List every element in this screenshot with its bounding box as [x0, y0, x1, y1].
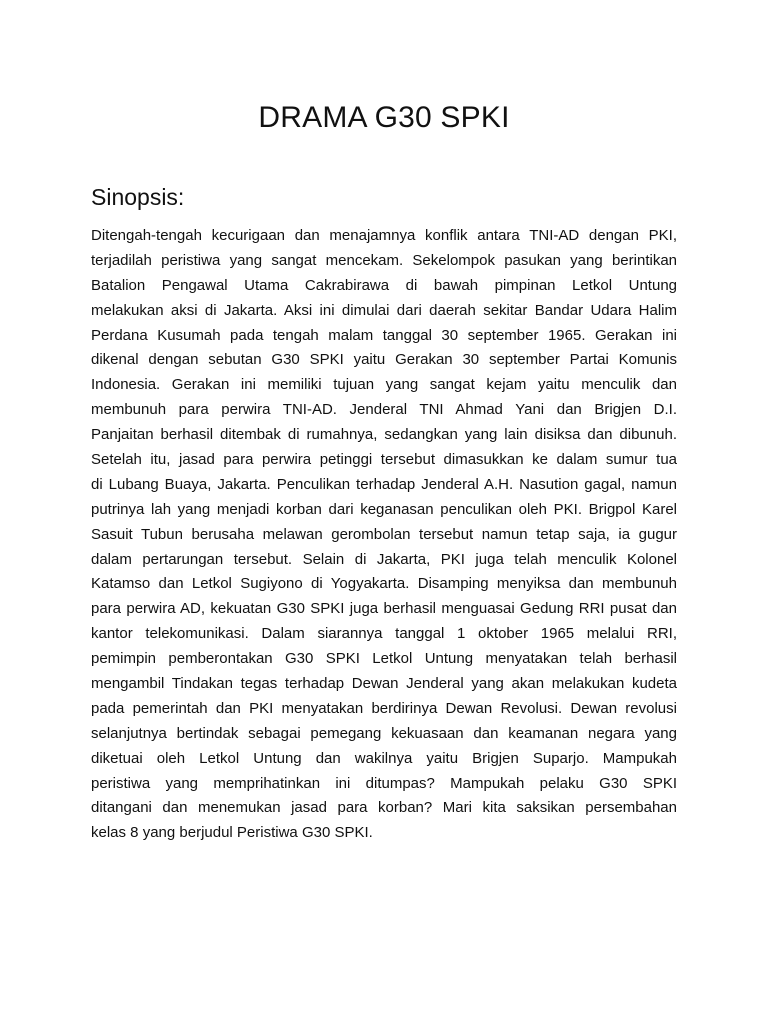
paragraph-line: mengambil Tindakan tegas terhadap Dewan Jenderal yang akan melakukan kudeta	[91, 675, 677, 693]
paragraph-line: membunuh para perwira TNI-AD. Jenderal TNI Ahmad Yani dan Brigjen D.I.	[91, 401, 677, 419]
paragraph-line: diketuai oleh Letkol Untung dan wakilnya yaitu Brigjen Suparjo. Mampukah	[91, 749, 677, 767]
paragraph-line: Panjaitan berhasil ditembak di rumahnya, sedangkan yang lain disiksa dan dibunuh.	[91, 426, 677, 444]
paragraph-line: Ditengah-tengah kecurigaan dan menajamnya konflik antara TNI-AD dengan PKI,	[91, 227, 677, 244]
paragraph-line: Batalion Pengawal Utama Cakrabirawa di bawah pimpinan Letkol Untung	[91, 276, 677, 294]
paragraph-line: terjadilah peristiwa yang sangat mencekam. Sekelompok pasukan yang berintikan	[91, 251, 677, 269]
paragraph-line: dalam pertarungan tersebut. Selain di Jakarta, PKI juga telah menculik Kolonel	[91, 550, 677, 568]
paragraph-line: Katamso dan Letkol Sugiyono di Yogyakarta. Disamping menyiksa dan membunuh	[91, 575, 677, 593]
paragraph-line: Sasuit Tubun berusaha melawan gerombolan tersebut namun tetap saja, ia gugur	[91, 525, 677, 543]
paragraph-line: ditangani dan menemukan jasad para korban? Mari kita saksikan persembahan	[91, 799, 677, 817]
paragraph-line: Perdana Kusumah pada tengah malam tanggal 30 september 1965. Gerakan ini	[91, 326, 677, 344]
synopsis-paragraph	[91, 224, 677, 846]
paragraph-line: putrinya lah yang menjadi korban dari keganasan penculikan oleh PKI. Brigpol Karel	[91, 500, 677, 518]
paragraph-line: dikenal dengan sebutan G30 SPKI yaitu Gerakan 30 september Partai Komunis	[91, 351, 677, 369]
paragraph-line: kantor telekomunikasi. Dalam siarannya tanggal 1 oktober 1965 melalui RRI,	[91, 625, 677, 643]
section-heading: Sinopsis:	[91, 184, 185, 210]
paragraph-line: Indonesia. Gerakan ini memiliki tujuan yang sangat kejam yaitu menculik dan	[91, 376, 677, 394]
paragraph-line: di Lubang Buaya, Jakarta. Penculikan terhadap Jenderal A.H. Nasution gagal, namun	[91, 475, 677, 493]
paragraph-line: melakukan aksi di Jakarta. Aksi ini dimulai dari daerah sekitar Bandar Udara Halim	[91, 301, 677, 319]
paragraph-line: kelas 8 yang berjudul Peristiwa G30 SPKI.	[91, 824, 373, 842]
paragraph-line: pada pemerintah dan PKI menyatakan berdirinya Dewan Revolusi. Dewan revolusi	[91, 699, 677, 717]
paragraph-line: peristiwa yang memprihatinkan ini ditumpas? Mampukah pelaku G30 SPKI	[91, 774, 677, 792]
paragraph-line: pemimpin pemberontakan G30 SPKI Letkol Untung menyatakan telah berhasil	[91, 650, 677, 668]
document-title: DRAMA G30 SPKI	[258, 101, 510, 134]
paragraph-line: para perwira AD, kekuatan G30 SPKI juga berhasil menguasai Gedung RRI pusat dan	[91, 600, 677, 618]
paragraph-line: selanjutnya bertindak sebagai pemegang kekuasaan dan keamanan negara yang	[91, 724, 677, 742]
paragraph-line: Setelah itu, jasad para perwira petinggi tersebut dimasukkan ke dalam sumur tua	[91, 451, 677, 469]
